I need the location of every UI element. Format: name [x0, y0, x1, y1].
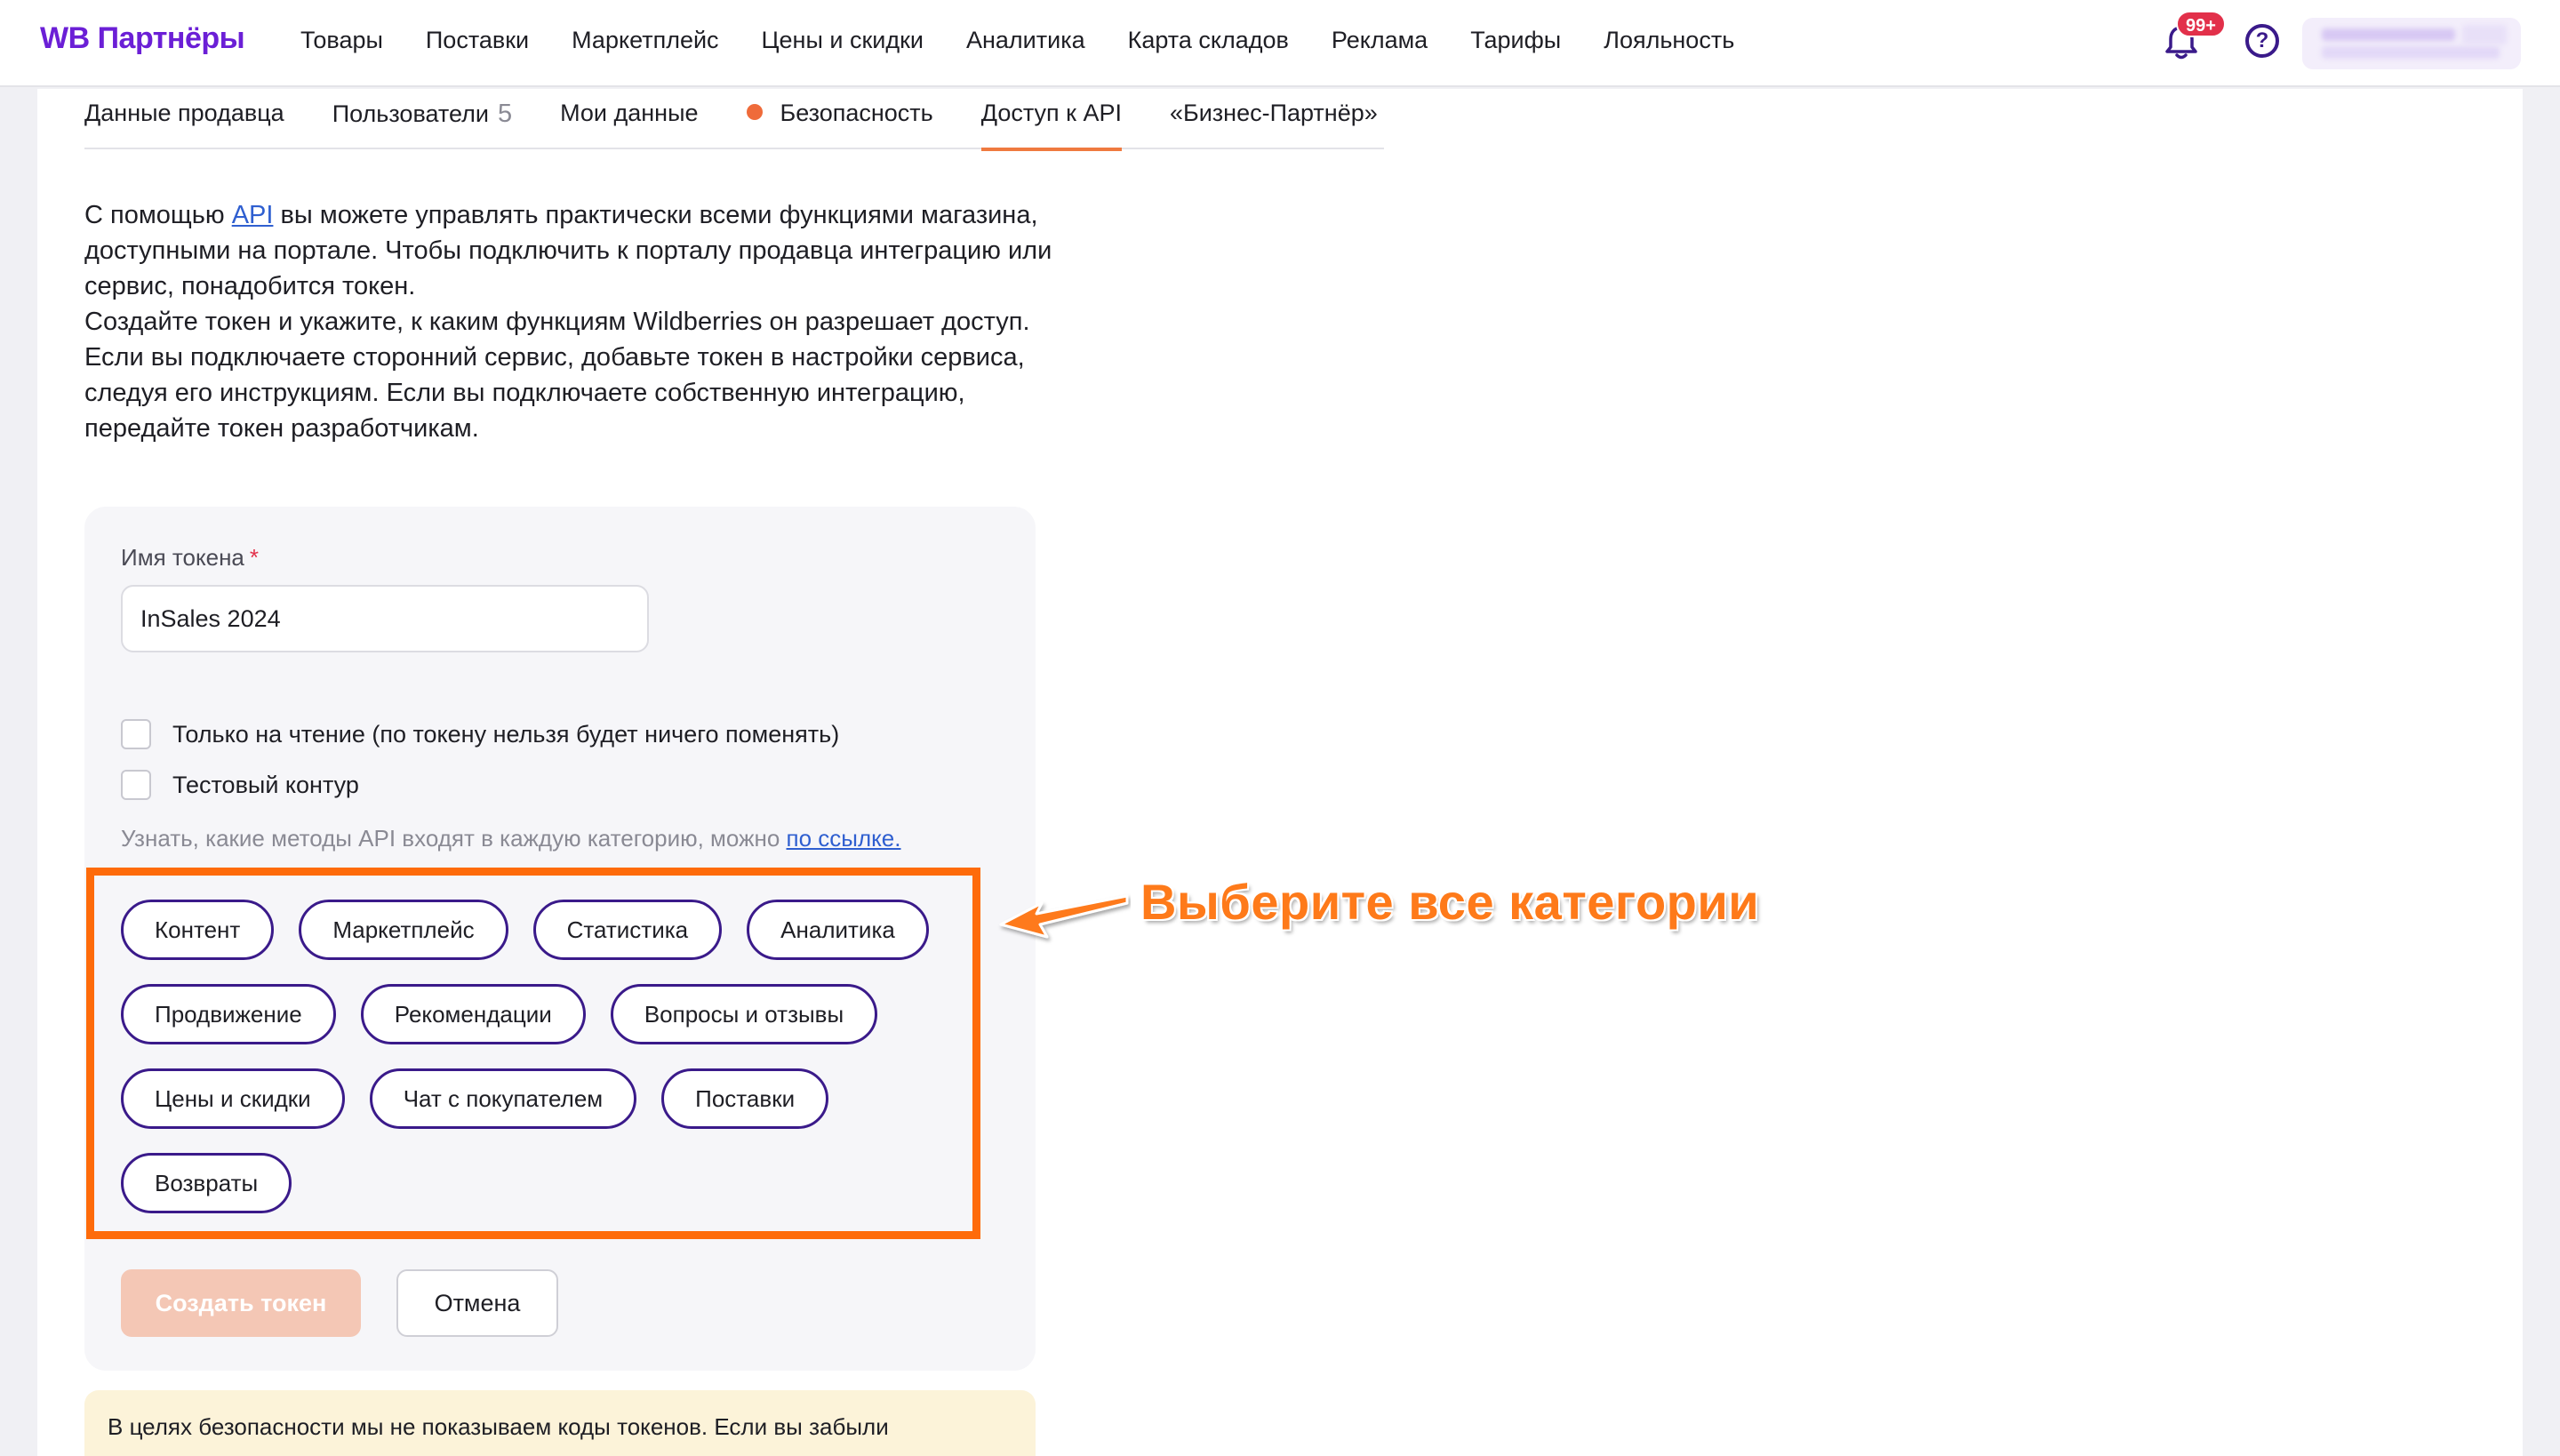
- account-id-blurred: [2322, 46, 2500, 59]
- nav-item-tariffs[interactable]: Тарифы: [1470, 27, 1562, 53]
- create-token-button[interactable]: Создать токен: [121, 1269, 361, 1337]
- notifications-badge: 99+: [2176, 11, 2226, 37]
- account-name-blurred: [2322, 28, 2455, 41]
- annotation-callout: Выберите все категории: [1140, 874, 1760, 930]
- tab-my-data[interactable]: Мои данные: [560, 100, 699, 126]
- tab-api-access[interactable]: Доступ к API: [981, 89, 1122, 149]
- test-contour-checkbox-row[interactable]: [121, 770, 359, 800]
- api-methods-hint: Узнать, какие методы API входят в каждую категорию, можно по ссылке.: [121, 825, 901, 852]
- security-notice-text: В целях безопасности мы не показываем коды токенов. Если вы забыли: [108, 1413, 889, 1440]
- category-chip-returns[interactable]: Возвраты: [121, 1153, 292, 1213]
- token-name-label: Имя токена *: [121, 544, 260, 571]
- category-chip-prices[interactable]: Цены и скидки: [121, 1068, 345, 1129]
- nav-item-analytics[interactable]: Аналитика: [965, 27, 1085, 53]
- alert-dot-icon: [747, 104, 763, 120]
- category-chip-questions-reviews[interactable]: Вопросы и отзывы: [611, 984, 877, 1044]
- chip-row: [121, 900, 965, 960]
- api-link[interactable]: API: [231, 201, 274, 229]
- wb-partners-logo[interactable]: WB Партнёры: [40, 21, 245, 55]
- readonly-checkbox[interactable]: [121, 719, 151, 749]
- profile-tabs: [84, 89, 1384, 149]
- category-chip-promotion[interactable]: Продвижение: [121, 984, 336, 1044]
- intro-paragraph-1: С помощью API вы можете управлять практически всеми функциями магазина, доступными на портале. Чтобы подключить к порталу продавца интеграцию или сервис, понадобится токен.: [84, 201, 1052, 300]
- readonly-checkbox-row[interactable]: [121, 719, 839, 749]
- test-contour-checkbox-label: Тестовый контур: [172, 771, 359, 798]
- chip-row: [121, 1153, 965, 1213]
- security-notice: [84, 1390, 1036, 1456]
- category-chip-content[interactable]: Контент: [121, 900, 274, 960]
- main-nav: [300, 27, 1734, 54]
- api-methods-link[interactable]: по ссылке.: [786, 825, 901, 852]
- token-name-input[interactable]: [121, 585, 649, 652]
- readonly-checkbox-label: Только на чтение (по токену нельзя будет ничего поменять): [172, 720, 840, 748]
- tab-business-partner[interactable]: «Бизнес-Партнёр»: [1169, 100, 1378, 126]
- intro-paragraph-2: Создайте токен и укажите, к каким функциям Wildberries он разрешает доступ. Если вы подключаете сторонний сервис, добавьте токен в настройки сервиса, следуя его инструкциям. Если вы подключаете собственную интеграцию, передайте токен разработчикам.: [84, 308, 1030, 443]
- nav-item-loyalty[interactable]: Лояльность: [1604, 27, 1735, 53]
- top-header: [0, 0, 2560, 87]
- tab-seller-data[interactable]: Данные продавца: [84, 100, 284, 126]
- annotation-arrow-icon: [997, 884, 1131, 946]
- category-chip-analytics[interactable]: Аналитика: [747, 900, 929, 960]
- nav-item-products[interactable]: Товары: [300, 27, 383, 53]
- nav-item-warehouse-map[interactable]: Карта складов: [1127, 27, 1289, 53]
- category-chip-supplies[interactable]: Поставки: [661, 1068, 828, 1129]
- category-chip-marketplace[interactable]: Маркетплейс: [299, 900, 508, 960]
- tab-users[interactable]: Пользователи 5: [332, 100, 513, 128]
- category-chip-recommendations[interactable]: Рекомендации: [361, 984, 586, 1044]
- api-intro: [84, 197, 1062, 446]
- nav-item-marketplace[interactable]: Маркетплейс: [572, 27, 719, 53]
- nav-item-prices[interactable]: Цены и скидки: [761, 27, 924, 53]
- required-mark: *: [249, 544, 260, 571]
- test-contour-checkbox[interactable]: [121, 770, 151, 800]
- nav-item-supplies[interactable]: Поставки: [425, 27, 530, 53]
- account-extra-blurred: [2462, 25, 2507, 44]
- category-chips: [121, 900, 965, 1237]
- chip-row: [121, 1068, 965, 1129]
- category-chip-buyer-chat[interactable]: Чат с покупателем: [370, 1068, 636, 1129]
- cancel-button[interactable]: Отмена: [396, 1269, 558, 1337]
- help-icon[interactable]: ?: [2245, 24, 2279, 58]
- tab-security[interactable]: Безопасность: [747, 89, 933, 149]
- users-count: 5: [497, 100, 513, 128]
- nav-item-ads[interactable]: Реклама: [1331, 27, 1428, 53]
- chip-row: [121, 984, 965, 1044]
- category-chip-statistics[interactable]: Статистика: [533, 900, 723, 960]
- account-menu[interactable]: [2302, 18, 2521, 69]
